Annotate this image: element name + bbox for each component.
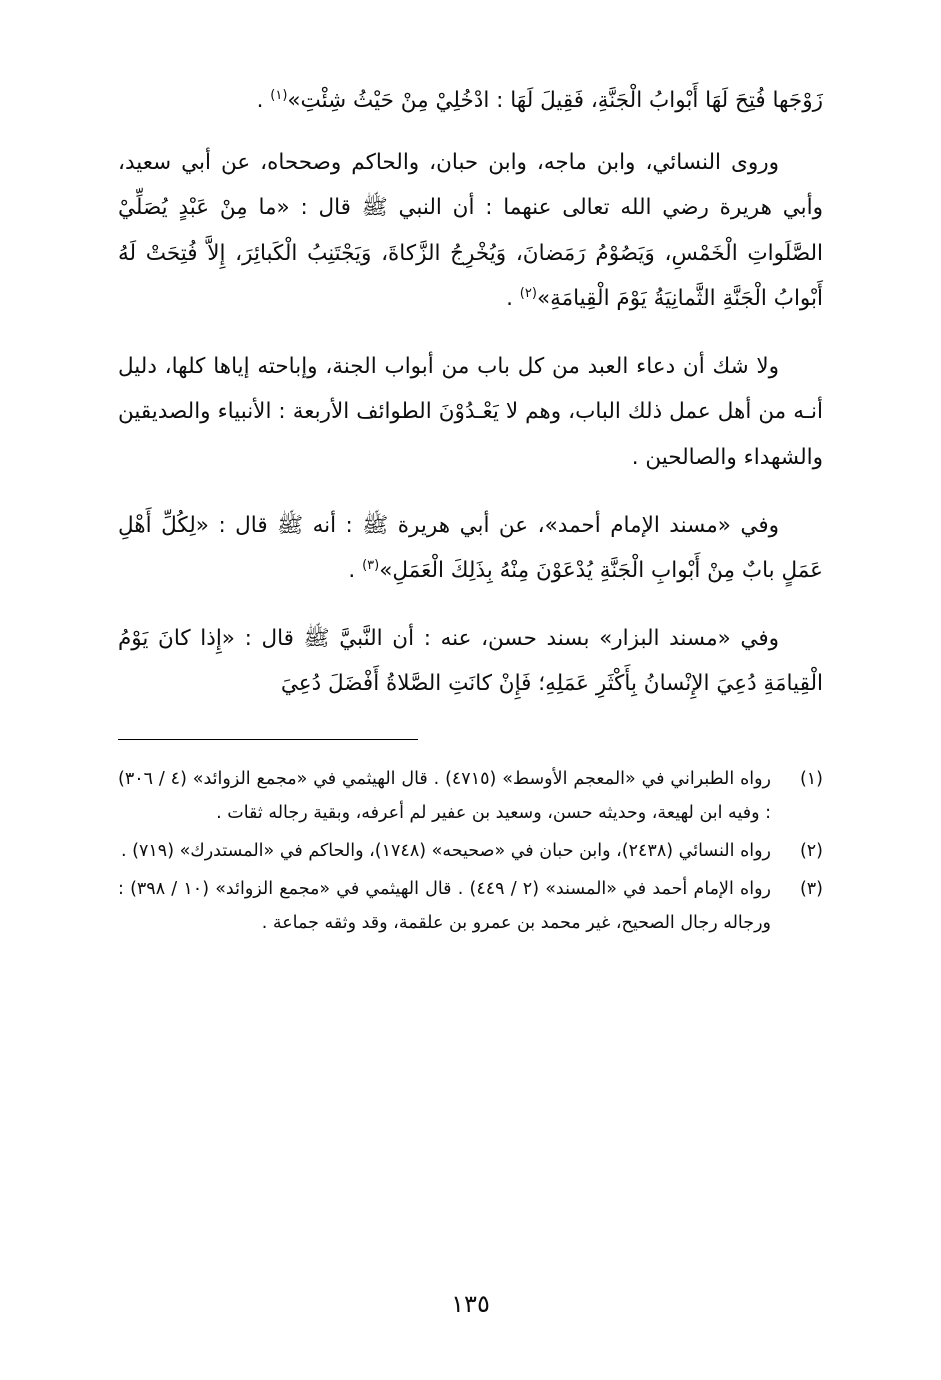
paragraph-1-tail: . <box>256 88 271 113</box>
page-number: ١٣٥ <box>451 1290 490 1318</box>
footnote-item <box>118 762 823 830</box>
paragraph-1-text: زَوْجَها فُتِحَ لَهَا أَبْوابُ الْجَنَّةِ، فَقِيلَ لَهَا : ادْخُلِيْ مِنْ حَيْثُ شِئْتِ» <box>287 88 823 113</box>
paragraph-3-text: ولا شك أن دعاء العبد من كل باب من أبواب الجنة، وإباحته إياها كلها، دليل أنـه من أهل عمل ذلك الباب، وهم لا يَعْـدُوْنَ الطوائف الأربعة : الأنبياء والصديقين والشهداء والصالحين . <box>118 353 823 471</box>
spacer <box>118 328 823 344</box>
paragraph-2 <box>118 140 823 322</box>
spacer <box>118 600 823 616</box>
footnote-number: (٣) <box>799 879 823 900</box>
paragraph-4-tail: . <box>348 558 363 584</box>
footnote-number: (٢) <box>799 841 823 862</box>
paragraph-4-text: وفي «مسند الإمام أحمد»، عن أبي هريرة ﷺ : أنه ﷺ قال : «لِكُلِّ أَهْلِ عَمَلٍ بابٌ مِنْ أَبْوابِ الْجَنَّةِ يُدْعَوْنَ مِنْهُ بِذَلِكَ الْعَمَلِ» <box>118 512 823 584</box>
paragraph-5 <box>118 616 823 707</box>
footnote-text: رواه الإمام أحمد في «المسند» (٢ / ٤٤٩) . قال الهيثمي في «مجمع الزوائد» (١٠ / ٣٩٨) : ورجاله رجال الصحيح، غير محمد بن عمرو بن علقمة، وقد وثقه جماعة . <box>118 879 771 934</box>
paragraph-1 <box>118 78 823 124</box>
footnote-ref-3: (٣) <box>362 558 380 574</box>
paragraph-4 <box>118 503 823 594</box>
footnotes-section <box>118 762 823 945</box>
footnote-number: (١) <box>799 768 823 789</box>
footnote-ref-1: (١) <box>270 87 288 103</box>
footnote-text: رواه النسائي (٢٤٣٨)، وابن حبان في «صحيحه» (١٧٤٨)، والحاكم في «المستدرك» (٧١٩) . <box>121 841 771 862</box>
paragraph-2-text: وروى النسائي، وابن ماجه، وابن حبان، والحاكم وصححاه، عن أبي سعيد، وأبي هريرة رضي الله تعالى عنهما : أن النبي ﷺ قال : «ما مِنْ عَبْدٍ يُصَلِّيْ الصَّلَواتِ الْخَمْسِ، وَيَصُوْمُ رَمَضانَ، وَيُخْرِجُ الزَّكاةَ، وَيَجْتَنِبُ الْكَبائِرَ، إِلاَّ فُتِحَتْ لَهُ أَبْوابُ الْجَنَّةِ الثَّمانِيَةُ يَوْمَ الْقِيامَةِ» <box>118 149 823 312</box>
footnote-item <box>118 872 823 940</box>
footnote-separator <box>118 739 418 740</box>
paragraph-5-text: وفي «مسند البزار» بسند حسن، عنه : أن النَّبيَّ ﷺ قال : «إِذا كانَ يَوْمُ الْقِيامَةِ دُعِيَ الإِنْسانُ بِأَكْثَرِ عَمَلِهِ؛ فَإِنْ كانَتِ الصَّلاةُ أَفْضَلَ دُعِيَ <box>118 625 823 697</box>
paragraph-2-tail: . <box>506 286 520 312</box>
spacer <box>118 130 823 140</box>
paragraph-3 <box>118 344 823 481</box>
body-text <box>118 78 823 713</box>
spacer <box>118 487 823 503</box>
footnote-item <box>118 834 823 868</box>
footnote-text: رواه الطبراني في «المعجم الأوسط» (٤٧١٥) . قال الهيثمي في «مجمع الزوائد» (٤ / ٣٠٦) : وفيه ابن لهيعة، وحديثه حسن، وسعيد بن عفير لم أعرفه، وبقية رجاله ثقات . <box>118 768 771 824</box>
footnote-ref-2: (٢) <box>519 286 537 302</box>
